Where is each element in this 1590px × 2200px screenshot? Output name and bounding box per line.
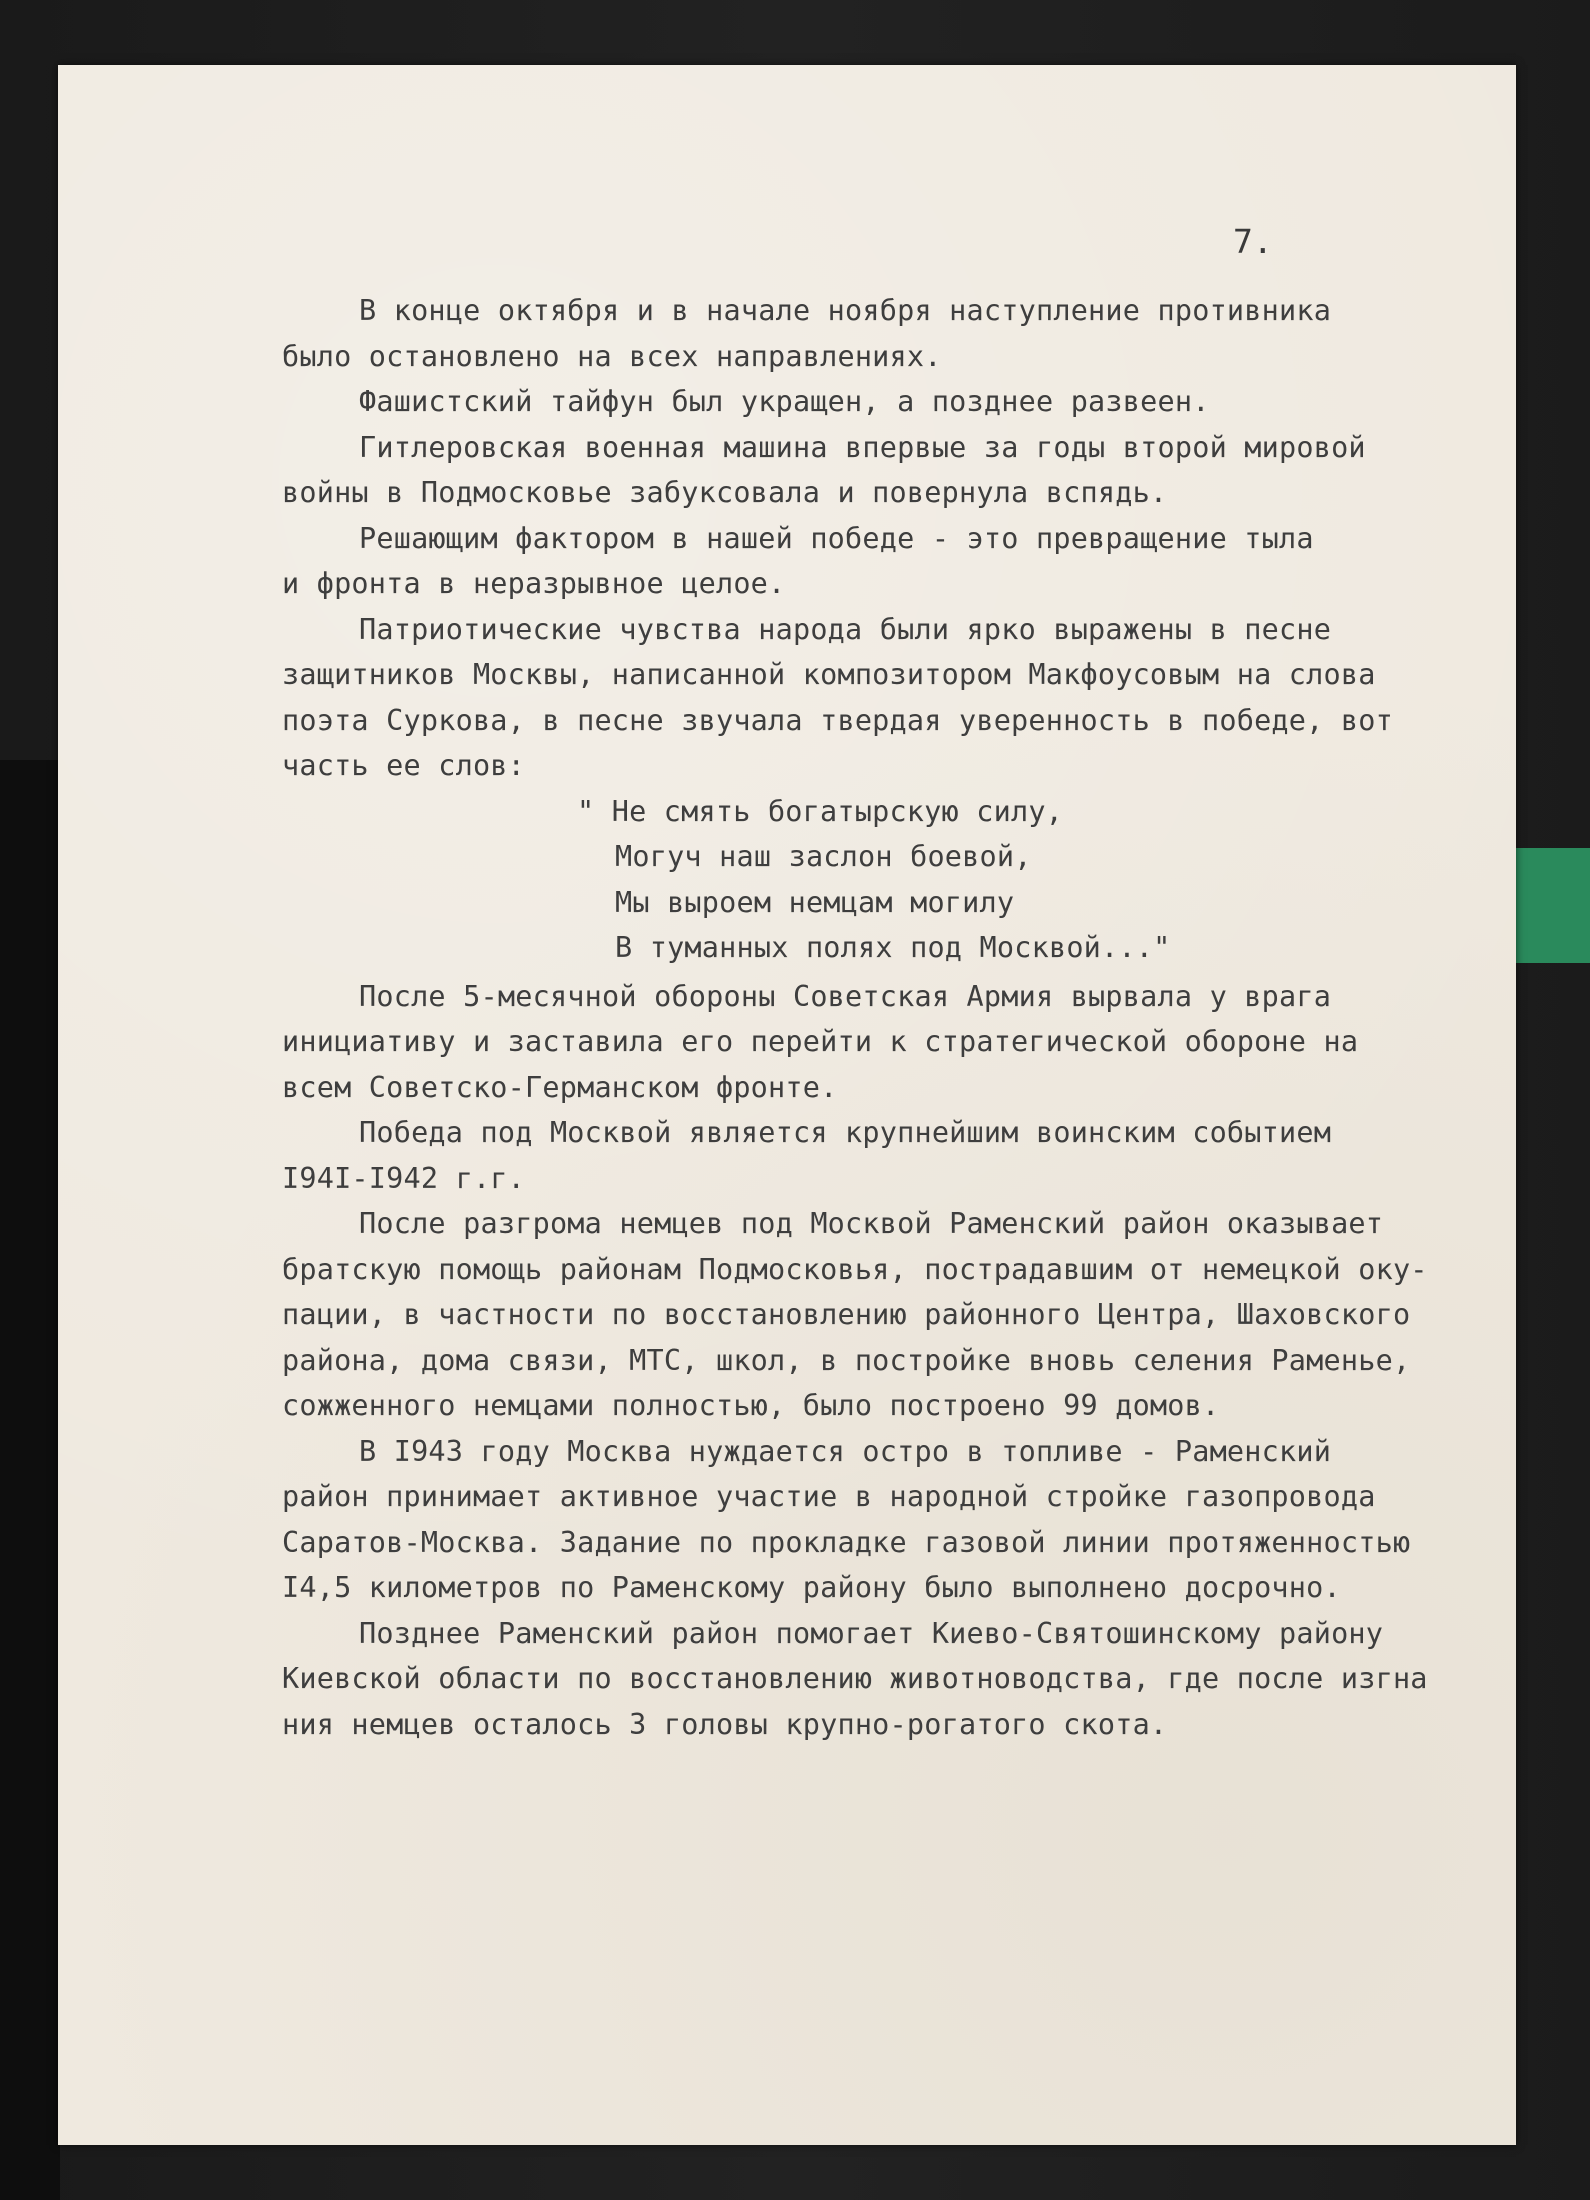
text-line: После разгрома немцев под Москвой Раменский район оказывает <box>359 1207 1384 1240</box>
document-text <box>282 288 1512 1747</box>
verse-line: " Не смять богатырскую силу, <box>577 794 1064 828</box>
text-line: После 5-месячной обороны Советская Армия вырвала у врага <box>359 979 1332 1013</box>
text-line: Патриотические чувства народа были ярко выражены в песне <box>359 612 1332 646</box>
text-line: защитников Москвы, написанной композитором Макфоусовым на слова <box>282 658 1376 691</box>
verse-line: Могуч наш заслон боевой, <box>615 840 1032 873</box>
text-line: Позднее Раменский район помогает Киево-Святошинскому району <box>359 1616 1384 1650</box>
text-line: Фашистский тайфун был укращен, а позднее развеен. <box>359 385 1210 418</box>
text-line: I4,5 километров по Раменскому району было выполнено досрочно. <box>282 1571 1341 1604</box>
folder-edge <box>0 760 60 2200</box>
text-line: Гитлеровская военная машина впервые за годы второй мировой <box>359 430 1366 464</box>
text-line: I94I-I942 г.г. <box>282 1161 526 1195</box>
verse-line: Мы выроем немцам могилу <box>615 885 1015 919</box>
text-line: инициативу и заставила его перейти к стратегической обороне на <box>282 1025 1359 1058</box>
text-line: В I943 году Москва нуждается остро в топливе - Раменский <box>359 1434 1332 1468</box>
text-line: и фронта в неразрывное целое. <box>282 567 786 600</box>
verse-line: В туманных полях под Москвой..." <box>615 931 1171 964</box>
text-line: района, дома связи, МТС, школ, в постройке вновь селения Раменье, <box>282 1343 1411 1377</box>
text-line: пации, в частности по восстановлению районного Центра, Шаховского <box>282 1298 1411 1331</box>
text-line: братскую помощь районам Подмосковья, пострадавшим от немецкой оку- <box>282 1252 1428 1286</box>
text-line: было остановлено на всех направлениях. <box>282 339 942 373</box>
text-line: сожженного немцами полностью, было построено 99 домов. <box>282 1389 1220 1422</box>
text-line: поэта Суркова, в песне звучала твердая уверенность в победе, вот <box>282 703 1393 737</box>
text-line: В конце октября и в начале ноября наступление противника <box>359 294 1332 327</box>
page-number: 7. <box>1233 222 1273 261</box>
text-line: район принимает активное участие в народной стройке газопровода <box>282 1480 1376 1513</box>
text-line: Победа под Москвой является крупнейшим воинским событием <box>359 1116 1332 1149</box>
text-line: Саратов-Москва. Задание по прокладке газовой линии протяженностью <box>282 1525 1411 1559</box>
text-line: Решающим фактором в нашей победе - это превращение тыла <box>359 521 1314 555</box>
text-line: всем Советско-Германском фронте. <box>282 1070 838 1104</box>
text-line: ния немцев осталось 3 головы крупно-рогатого скота. <box>282 1707 1168 1741</box>
text-line: часть ее слов: <box>282 749 526 782</box>
text-line: войны в Подмосковье забуксовала и повернула вспядь. <box>282 476 1168 509</box>
text-line: Киевской области по восстановлению животноводства, где после изгна <box>282 1662 1428 1695</box>
